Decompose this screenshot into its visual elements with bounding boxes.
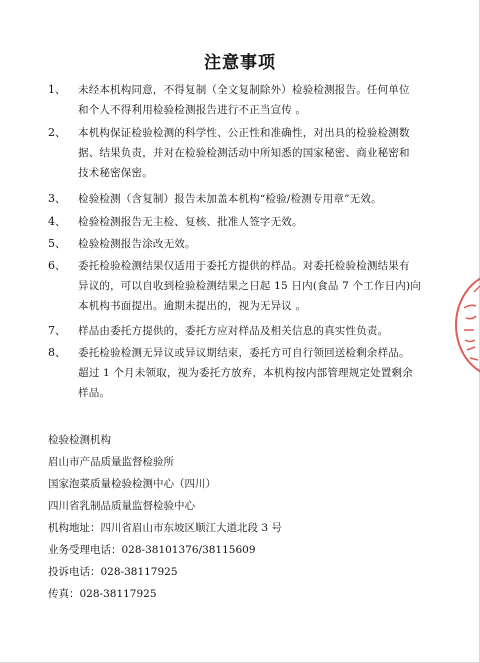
item-number: 5、: [48, 237, 66, 250]
item-line: 检验检测（含复制）报告未加盖本机构“检验/检测专用章”无效。: [78, 193, 382, 205]
item-line: 样品由委托方提供的，委托方应对样品及相关信息的真实性负责。: [78, 325, 389, 337]
item-number: 3、: [48, 192, 66, 205]
item-line: 本机构书面提出。逾期未提出的，视为无异议 。: [78, 300, 307, 312]
item-text: [78, 189, 443, 209]
item-number: 8、: [48, 346, 66, 359]
page-title: 注意事项: [204, 53, 276, 73]
item-number: 2、: [48, 126, 66, 139]
official-seal-stamp: [452, 270, 480, 380]
org-complaint-phone: 投诉电话：028-38117925: [48, 566, 178, 578]
item-line: 异议的，可以自收到检验检测结果之日起 15 日内(食品 7 个工作日内)向: [78, 280, 421, 292]
item-line: 超过 1 个月未领取，视为委托方放弃，本机构按内部管理规定处置剩余: [78, 367, 413, 379]
item-text: [78, 80, 443, 120]
org-phone: 业务受理电话：028-38101376/38115609: [48, 544, 256, 556]
item-number: 7、: [48, 324, 66, 337]
item-text: [78, 123, 443, 183]
item-line: 和个人不得利用检验检测报告进行不正当宣传 。: [78, 104, 307, 116]
item-number: 4、: [48, 215, 66, 228]
organization-info: [48, 429, 282, 605]
org-name-3: 四川省乳制品质量监督检验中心: [48, 500, 195, 512]
item-text: [78, 212, 443, 232]
item-text: [78, 234, 443, 254]
item-number: 1、: [48, 83, 66, 96]
org-address: 机构地址：四川省眉山市东坡区顺江大道北段 3 号: [48, 522, 282, 534]
item-line: 检验检测报告无主检、复核、批准人签字无效。: [78, 216, 303, 228]
item-line: 委托检验检测无异议或异议期结束，委托方可自行领回送检剩余样品。: [78, 347, 410, 359]
item-line: 未经本机构同意，不得复制（全文复制除外）检验检测报告。任何单位: [78, 84, 410, 96]
org-fax: 传真：028-38117925: [48, 588, 157, 600]
item-line: 检验检测报告涂改无效。: [78, 238, 196, 250]
item-line: 据、结果负责，并对在检验检测活动中所知悉的国家秘密、商业秘密和: [78, 147, 410, 159]
item-number: 6、: [48, 259, 66, 272]
item-line: 技术秘密保密。: [78, 167, 153, 179]
item-text: [78, 321, 443, 341]
org-name-2: 国家泡菜质量检验检测中心（四川）: [48, 478, 216, 490]
item-line: 样品。: [78, 387, 111, 399]
item-line: 本机构保证检验检测的科学性、公正性和准确性，对出具的检验检测数: [78, 127, 410, 139]
item-text: [78, 343, 443, 403]
item-line: 委托检验检测结果仅适用于委托方提供的样品。对委托检验检测结果有: [78, 260, 410, 272]
org-name-1: 眉山市产品质量监督检验所: [48, 456, 174, 468]
org-heading: 检验检测机构: [48, 434, 111, 446]
item-text: [78, 256, 443, 316]
